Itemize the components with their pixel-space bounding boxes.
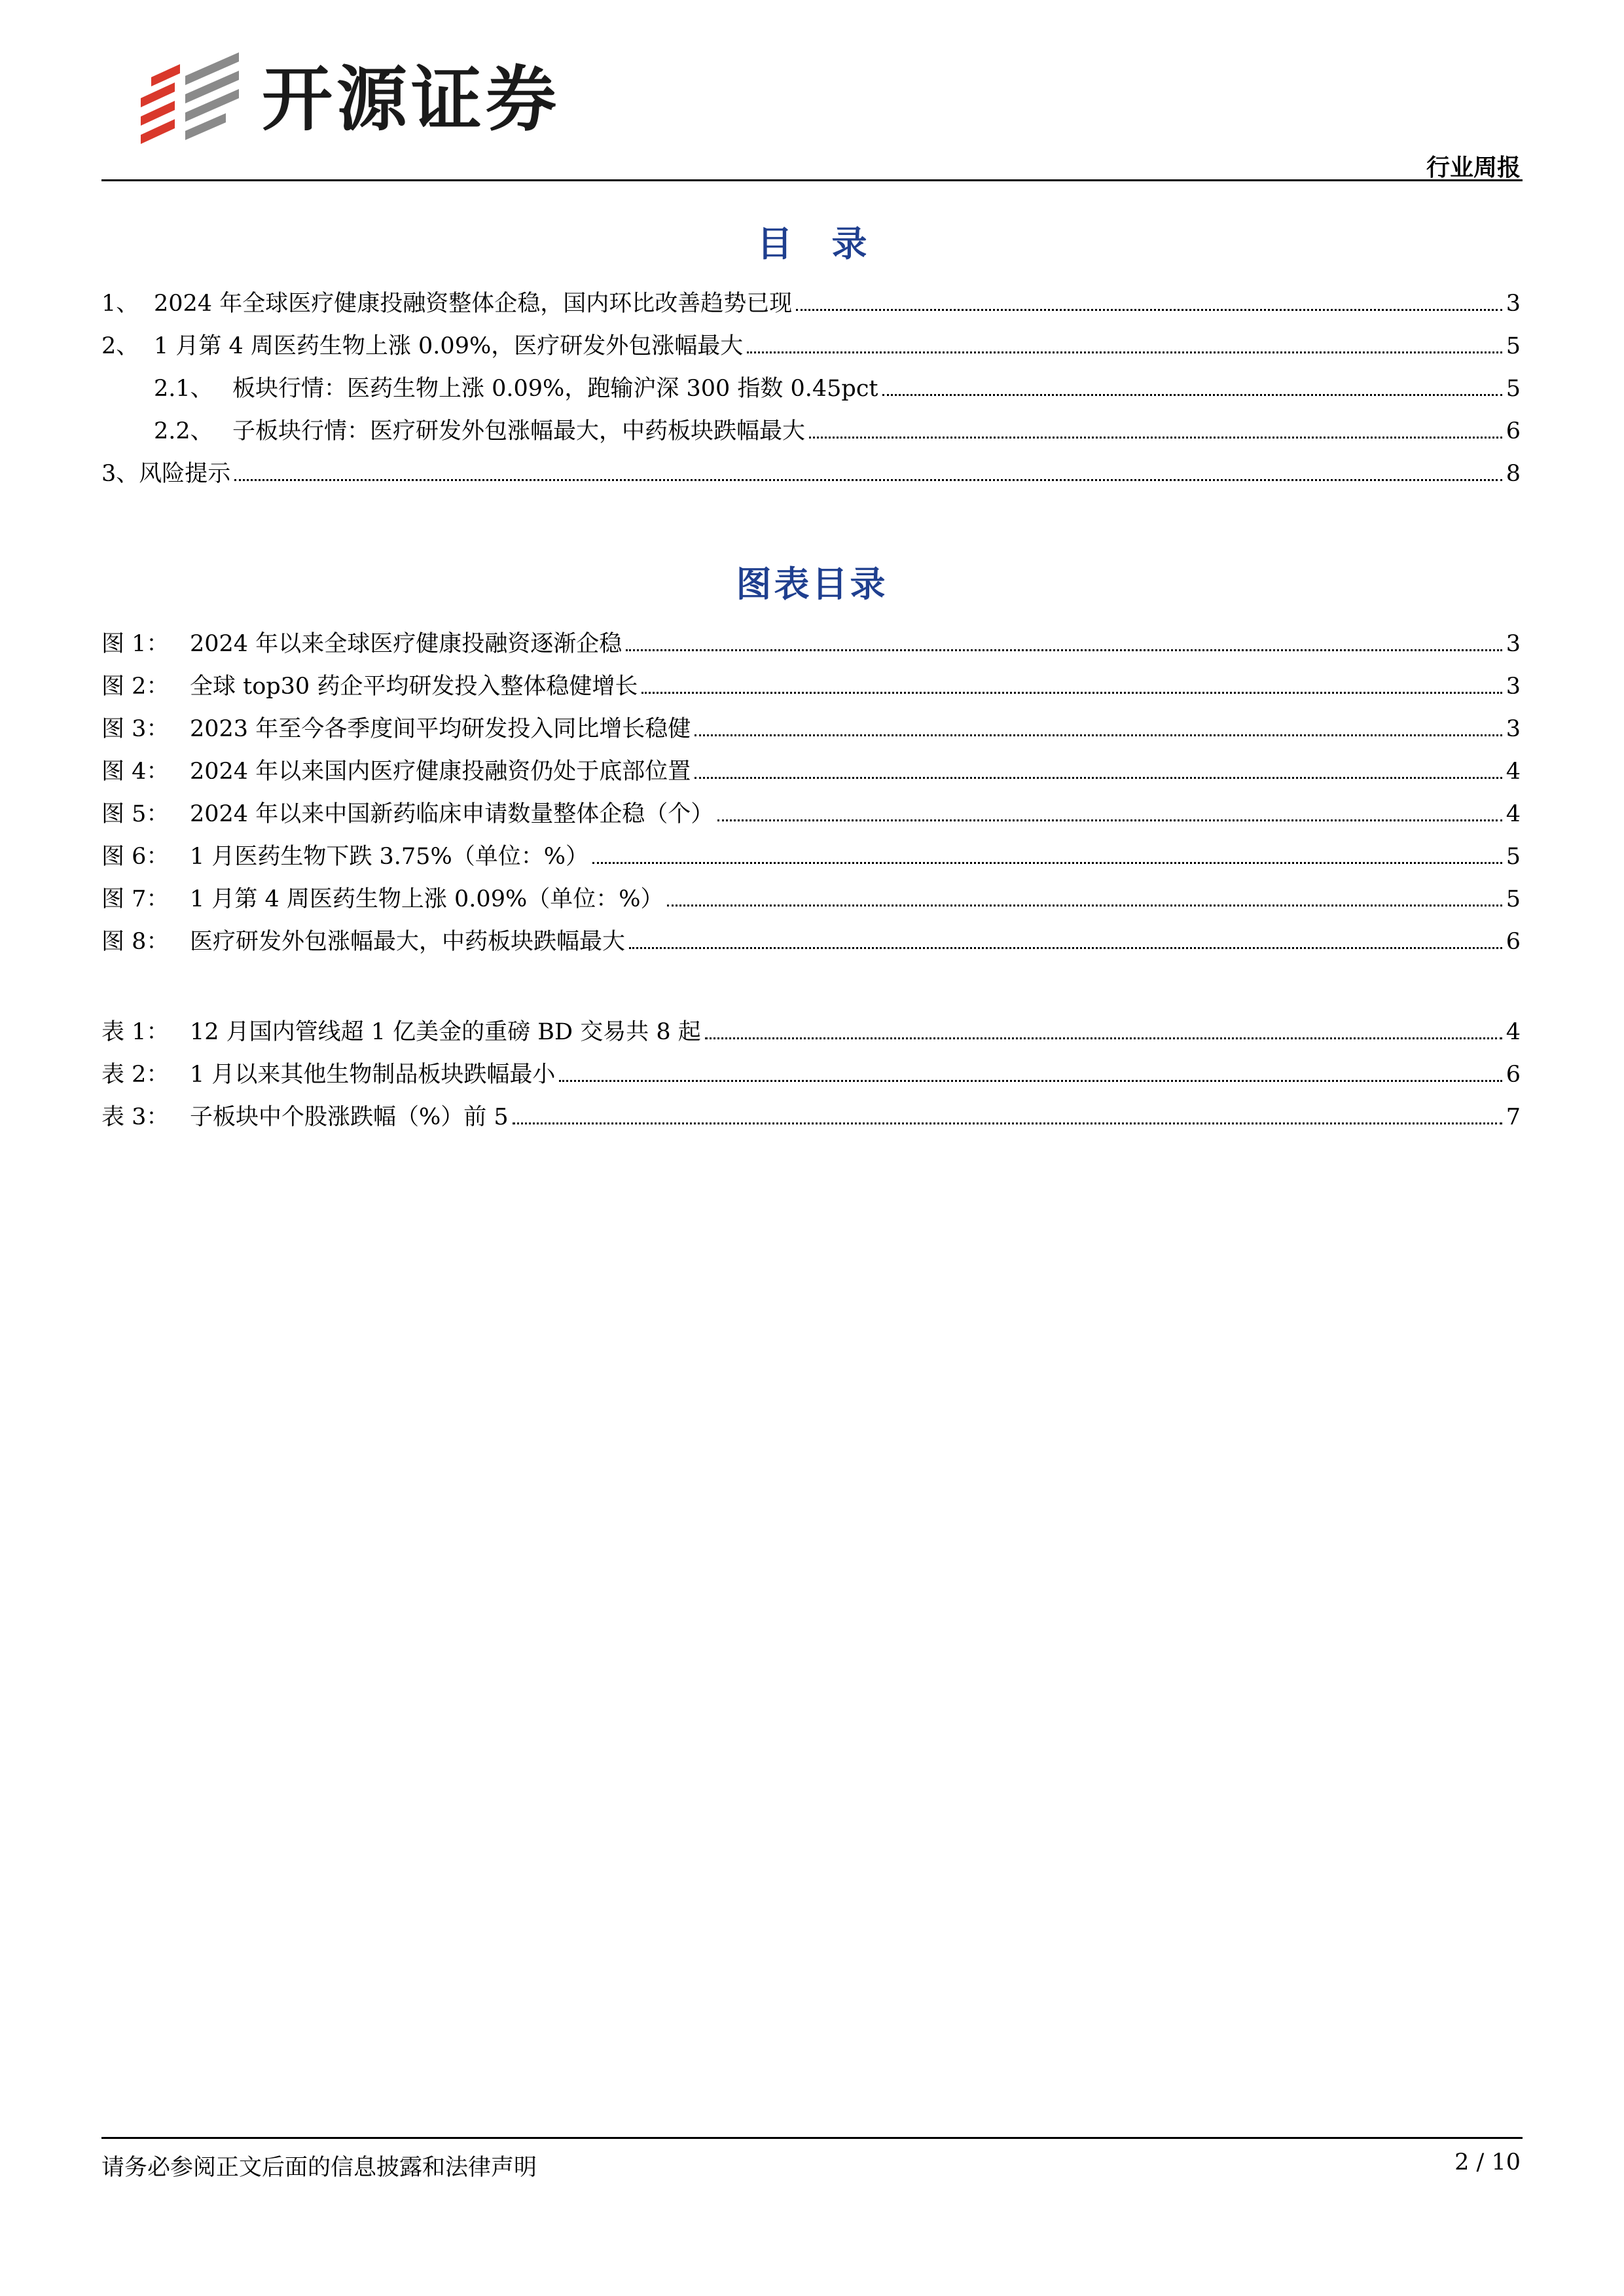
toc-entry[interactable]: [101, 288, 1521, 319]
figure-entry[interactable]: [101, 798, 1521, 830]
figure-entry[interactable]: [101, 926, 1521, 958]
figure-entry[interactable]: [101, 756, 1521, 787]
toc-entry[interactable]: [154, 373, 1521, 404]
toc-leader-dots: [796, 309, 1502, 311]
table-entry-title: 12 月国内管线超 1 亿美金的重磅 BD 交易共 8 起: [190, 1019, 701, 1045]
toc-leader-dots: [695, 777, 1502, 779]
toc-entry-number: 2、: [101, 333, 139, 359]
toc-entry-title: 风险提示: [139, 461, 231, 487]
figure-entry[interactable]: [101, 713, 1521, 745]
toc-entry-title: 2024 年全球医疗健康投融资整体企稳，国内环比改善趋势已现: [154, 291, 793, 317]
figure-entry-title: 全球 top30 药企平均研发投入整体稳健增长: [190, 673, 638, 700]
toc-entry-page: 5: [1506, 333, 1521, 359]
table-entry-number: 表 1：: [101, 1019, 170, 1045]
toc-leader-dots: [559, 1080, 1502, 1082]
figure-entry-number: 图 2：: [101, 673, 170, 700]
table-entry-title: 1 月以来其他生物制品板块跌幅最小: [190, 1062, 556, 1088]
figure-entry-page: 3: [1506, 673, 1521, 700]
toc-entry-page: 3: [1506, 291, 1521, 317]
toc-entry-number: 2.2、: [154, 418, 213, 444]
figure-entry[interactable]: [101, 671, 1521, 702]
toc-entry[interactable]: [101, 331, 1521, 362]
footer-divider: [101, 2137, 1523, 2139]
page-number: 2 / 10: [1454, 2149, 1521, 2176]
toc-leader-dots: [667, 905, 1502, 906]
figure-entry-title: 2024 年以来中国新药临床申请数量整体企稳（个）: [190, 801, 714, 827]
figure-entry-number: 图 7：: [101, 886, 170, 912]
table-entry[interactable]: [101, 1102, 1521, 1133]
toc-heading: 目录: [757, 223, 907, 264]
toc-leader-dots: [882, 394, 1502, 396]
toc-leader-dots: [717, 819, 1502, 821]
toc-entry[interactable]: [154, 416, 1521, 447]
figure-entry-title: 医疗研发外包涨幅最大，中药板块跌幅最大: [190, 929, 626, 955]
toc-entry-page: 8: [1506, 461, 1521, 487]
table-entry-number: 表 3：: [101, 1104, 170, 1130]
figure-entry-title: 1 月医药生物下跌 3.75%（单位：%）: [190, 844, 588, 870]
table-entry-page: 4: [1506, 1019, 1521, 1045]
toc-leader-dots: [592, 862, 1502, 864]
table-entry[interactable]: [101, 1016, 1521, 1048]
figure-entry-title: 2024 年以来国内医疗健康投融资仍处于底部位置: [190, 759, 691, 785]
toc-leader-dots: [629, 947, 1502, 949]
figure-entry-page: 6: [1506, 929, 1521, 955]
chart-toc-heading: 图表目录: [736, 564, 888, 605]
figure-entry-page: 3: [1506, 631, 1521, 657]
figure-entry-number: 图 1：: [101, 631, 170, 657]
figure-entry-page: 3: [1506, 716, 1521, 742]
toc-entry[interactable]: [101, 458, 1521, 490]
toc-leader-dots: [809, 437, 1502, 439]
table-entry-number: 表 2：: [101, 1062, 170, 1088]
figure-entry-number: 图 5：: [101, 801, 170, 827]
table-entry-title: 子板块中个股涨跌幅（%）前 5: [190, 1104, 509, 1130]
toc-leader-dots: [747, 351, 1502, 353]
figure-entry-number: 图 3：: [101, 716, 170, 742]
toc-entry-number: 1、: [101, 291, 139, 317]
toc-entry-title: 1 月第 4 周医药生物上涨 0.09%，医疗研发外包涨幅最大: [154, 333, 744, 359]
toc-leader-dots: [626, 649, 1502, 651]
figure-entry-page: 4: [1506, 759, 1521, 785]
toc-entry-title: 子板块行情：医疗研发外包涨幅最大，中药板块跌幅最大: [232, 418, 806, 444]
toc-entry-title: 板块行情：医药生物上涨 0.09%，跑输沪深 300 指数 0.45pct: [232, 376, 878, 402]
figure-entry-number: 图 6：: [101, 844, 170, 870]
toc-entry-page: 5: [1506, 376, 1521, 402]
figure-entry-title: 2024 年以来全球医疗健康投融资逐渐企稳: [190, 631, 623, 657]
figure-entry[interactable]: [101, 884, 1521, 915]
company-logo-icon: [134, 51, 245, 146]
toc-leader-dots: [695, 734, 1502, 736]
figure-entry-page: 5: [1506, 886, 1521, 912]
table-entry[interactable]: [101, 1059, 1521, 1090]
figure-entry-page: 4: [1506, 801, 1521, 827]
toc-leader-dots: [234, 479, 1502, 481]
toc-leader-dots: [641, 692, 1502, 694]
toc-entry-number: 3、: [101, 461, 139, 487]
header-divider: [101, 179, 1523, 181]
figure-entry-number: 图 8：: [101, 929, 170, 955]
toc-entry-page: 6: [1506, 418, 1521, 444]
table-entry-page: 7: [1506, 1104, 1521, 1130]
document-type-label: 行业周报: [1426, 154, 1521, 181]
toc-leader-dots: [705, 1037, 1502, 1039]
table-entry-page: 6: [1506, 1062, 1521, 1088]
company-name: 开源证券: [262, 59, 561, 141]
figure-entry-title: 2023 年至今各季度间平均研发投入同比增长稳健: [190, 716, 691, 742]
figure-entry[interactable]: [101, 628, 1521, 660]
toc-leader-dots: [513, 1122, 1502, 1124]
figure-entry-number: 图 4：: [101, 759, 170, 785]
toc-entry-number: 2.1、: [154, 376, 213, 402]
footer-disclaimer: 请务必参阅正文后面的信息披露和法律声明: [101, 2155, 537, 2181]
figure-entry-page: 5: [1506, 844, 1521, 870]
figure-entry-title: 1 月第 4 周医药生物上涨 0.09%（单位：%）: [190, 886, 664, 912]
figure-entry[interactable]: [101, 841, 1521, 872]
